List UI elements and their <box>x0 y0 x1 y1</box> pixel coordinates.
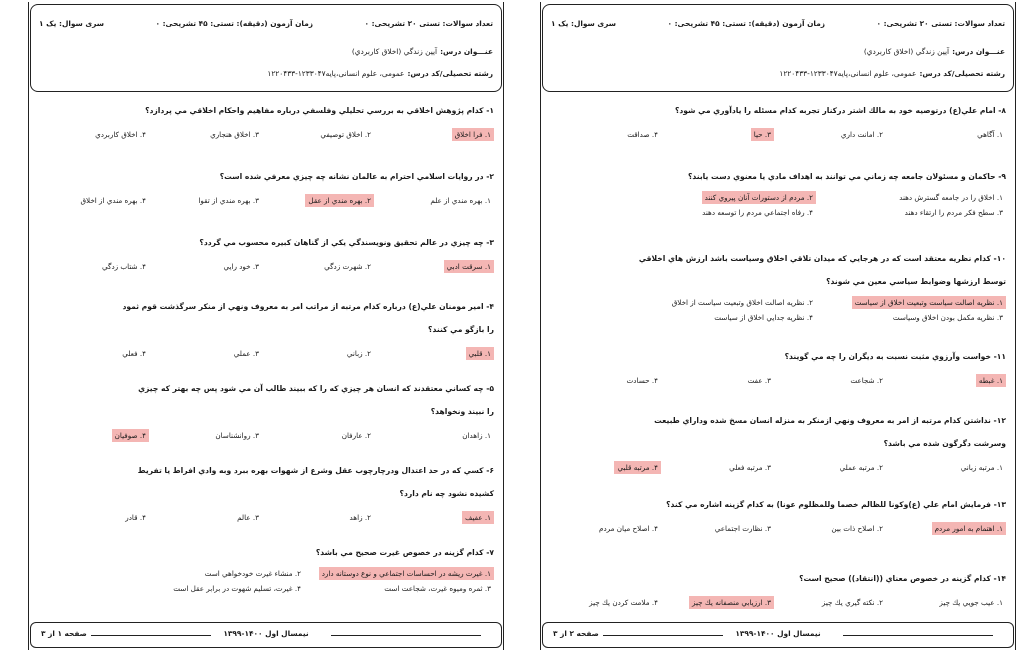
answer-option-highlighted[interactable]: ۲. مردم از دستورات آنان پيروي كنند <box>702 191 816 204</box>
answer-option-highlighted[interactable]: ۴. صوفيان <box>112 429 149 442</box>
exam-footer <box>542 622 1014 648</box>
answer-option[interactable]: ۱. عيب جويي يك چيز <box>939 598 1003 607</box>
answer-option[interactable]: ۲. نكته گيري يك چيز <box>821 598 883 607</box>
answer-option[interactable]: ۲. شهرت زدگي <box>324 262 371 271</box>
question-2 <box>550 172 1006 217</box>
answer-option-highlighted[interactable]: ۴. مرتبه قلبي <box>614 461 661 474</box>
options-row <box>38 128 494 142</box>
answer-option[interactable]: ۲. نظريه اصالت اخلاق وتبعيت سياست از اخلاق <box>671 298 813 307</box>
field-label: رشته تحصیلی/کد درس: <box>407 69 493 78</box>
options-row <box>550 296 1006 307</box>
page-number: صفحه ۱ از ۳ <box>41 629 87 638</box>
question-7 <box>550 574 1006 610</box>
options-row <box>550 461 1006 475</box>
question-2 <box>38 172 494 208</box>
course-value: آيين زندگي (اخلاق كاربردي) <box>351 47 438 56</box>
question-text: ۸- امام علي(ع) درتوصيه خود به مالك اشتر دركنار تجربه كدام مسئله را يادآوري مي شود؟ <box>674 106 1006 115</box>
question-text-continued: را بازگو مي كنند؟ <box>428 325 494 334</box>
answer-option-highlighted[interactable]: ۳. ارزيابي منصفانه يك چيز <box>689 596 774 609</box>
header-row-2 <box>39 47 493 56</box>
answer-option[interactable]: ۲. منشاء غيرت خودخواهي است <box>204 569 301 578</box>
answer-option[interactable]: ۳. عملي <box>233 349 259 358</box>
question-text: ۱۰- كدام نظريه معتقد است كه در هرجايي كه ميدان تلاقي اخلاق وسياست باشد ارزش هاي اخلاقي <box>638 254 1006 263</box>
exam-footer <box>30 622 502 648</box>
question-6 <box>550 500 1006 536</box>
answer-option[interactable]: ۲. زباني <box>346 349 371 358</box>
answer-option[interactable]: ۱. اخلاق را در جامعه گسترش دهند <box>899 193 1003 202</box>
field-value: عمومی، علوم انسانی،پایه۱۲۳۳۰۴۷-۱۲۲۰۴۳۳ <box>779 69 917 78</box>
question-series: سری سوال: یک ۱ <box>551 19 617 28</box>
question-text: ۲- در روايات اسلامي احترام به عالمان نشانه چه چيزي معرفي شده است؟ <box>219 172 494 181</box>
question-text: ۷- كدام گزينه در خصوص غيرت صحيح مي باشد؟ <box>315 548 494 557</box>
answer-option[interactable]: ۴. اصلاح ميان مردم <box>599 524 658 533</box>
question-text: ۴- امير مومنان علي(ع) درباره كدام مرتبه از مراتب امر به معروف ونهي از منكر سرگذشت قوم ثمود <box>122 302 494 311</box>
answer-option[interactable]: ۳. سطح فكر مردم را ارتقاء دهند <box>904 208 1003 217</box>
options-row <box>550 596 1006 610</box>
answer-option[interactable]: ۳. خود رايي <box>223 262 259 271</box>
course-label: عنـــوان درس: <box>952 47 1005 56</box>
question-6 <box>38 466 494 525</box>
answer-option[interactable]: ۱. زاهدان <box>462 431 491 440</box>
answer-option[interactable]: ۳. ثمره وميوه غيرت، شجاعت است <box>384 584 491 593</box>
answer-option[interactable]: ۴. رفاه اجتماعي مردم را توسعه دهند <box>702 208 813 217</box>
course-value: آيين زندگي (اخلاق كاربردي) <box>863 47 950 56</box>
answer-option[interactable]: ۲. عارفان <box>341 431 371 440</box>
question-1 <box>38 106 494 142</box>
answer-option[interactable]: ۲. زاهد <box>349 513 371 522</box>
options-row <box>550 206 1006 217</box>
page-edge-right <box>1015 2 1016 650</box>
header-row-3 <box>551 69 1005 78</box>
question-4 <box>550 352 1006 388</box>
answer-option[interactable]: ۴. اخلاق كاربردي <box>95 130 146 139</box>
page-edge-left <box>540 2 541 650</box>
question-text: ۵- چه كساني معتقدند كه انسان هر چيزي كه را كه ببيند طالب آن مي شود پس چه بهتر كه چيزي <box>138 384 494 393</box>
answer-option[interactable]: ۴. قادر <box>125 513 146 522</box>
answer-option[interactable]: ۴. شتاب زدگي <box>102 262 146 271</box>
options-row <box>38 511 494 525</box>
term-label: نیمسال اول ۱۴۰۰-۱۳۹۹ <box>735 629 821 638</box>
answer-option[interactable]: ۱. مرتبه زباني <box>960 463 1003 472</box>
answer-option-highlighted[interactable]: ۱. غيرت ريشه در احساسات اجتماعي و نوع دوستانه دارد <box>319 567 494 580</box>
question-5 <box>38 384 494 443</box>
question-text: ۹- حاكمان و مسئولان جامعه چه زماني مي توانند به اهداف مادي يا معنوي دست يابند؟ <box>687 172 1006 181</box>
options-row <box>550 128 1006 142</box>
options-row <box>38 582 494 593</box>
answer-option[interactable]: ۳. نظريه مكمل بودن اخلاق وسياست <box>892 313 1003 322</box>
question-text: ۱۴- كدام گزينه در خصوص معناي ((انتقاد)) صحيح است؟ <box>799 574 1006 583</box>
answer-option[interactable]: ۳. روانشناسان <box>215 431 259 440</box>
options-row <box>38 260 494 274</box>
exam-page-2 <box>540 2 1016 650</box>
answer-option[interactable]: ۴. حسادت <box>626 376 658 385</box>
options-row <box>550 522 1006 536</box>
answer-option[interactable]: ۴. غيرت، تسليم شهوت در برابر عقل است <box>173 584 301 593</box>
answer-option[interactable]: ۴. بهره مندي از اخلاق <box>80 196 146 205</box>
field-label: رشته تحصیلی/کد درس: <box>919 69 1005 78</box>
answer-option-highlighted[interactable]: ۳. حيا <box>751 128 774 141</box>
answer-option[interactable]: ۱. آگاهي <box>977 130 1003 139</box>
answer-option[interactable]: ۳. نظارت اجتماعي <box>714 524 771 533</box>
answer-option-highlighted[interactable]: ۱. عفيف <box>462 511 494 524</box>
question-7 <box>38 548 494 593</box>
question-4 <box>38 302 494 361</box>
question-text: ۶- كسي كه در حد اعتدال ودرچارچوب عقل وشرع از شهوات بهره ببرد وبه وادي افراط يا تفريط <box>137 466 494 475</box>
answer-option-highlighted[interactable]: ۱. غبطه <box>976 374 1006 387</box>
answer-option[interactable]: ۳. اخلاق هنجاري <box>210 130 259 139</box>
answer-option[interactable]: ۲. شجاعت <box>850 376 883 385</box>
options-row <box>550 191 1006 202</box>
answer-option-highlighted[interactable]: ۲. بهره مندي از عقل <box>305 194 374 207</box>
answer-option-highlighted[interactable]: ۱. سرقت ادبي <box>444 260 494 273</box>
question-text-continued: را نبيند ونخواهد؟ <box>430 407 494 416</box>
header-row-3 <box>39 69 493 78</box>
page-edge-left <box>28 2 29 650</box>
options-row <box>550 374 1006 388</box>
answer-option[interactable]: ۴. فعلي <box>122 349 146 358</box>
question-count: تعداد سوالات: تستی ۲۰ تشریحی: ۰ <box>876 19 1005 28</box>
exam-header <box>542 4 1014 92</box>
options-row <box>38 567 494 578</box>
question-text: ۱۱- خواست وآرزوي مثبت نسبت به ديگران را چه مي گويند؟ <box>784 352 1006 361</box>
answer-option[interactable]: ۴. صداقت <box>627 130 658 139</box>
header-row-1 <box>39 19 493 28</box>
question-text-continued: وسرشت دگرگون شده مي باشد؟ <box>883 439 1006 448</box>
question-text-continued: توسط ارزشها وضوابط سياسي معين مي شوند؟ <box>826 277 1006 286</box>
question-1 <box>550 106 1006 142</box>
answer-option[interactable]: ۴. ملامت كردن يك چيز <box>589 598 658 607</box>
course-label: عنـــوان درس: <box>440 47 493 56</box>
question-text: ۱- كدام پژوهش اخلاقي به بررسي تحليلي وفلسفي درباره مفاهيم واحكام اخلاقي مي پردازد؟ <box>145 106 494 115</box>
question-text: ۱۲- نداشتن كدام مرتبه از امر به معروف ونهي ازمنكر به منزله انسان مسخ شده وداراي طبيعت <box>654 416 1006 425</box>
answer-option-highlighted[interactable]: ۱. فرا اخلاق <box>452 128 494 141</box>
answer-option[interactable]: ۲. اصلاح ذات بين <box>831 524 883 533</box>
exam-page-1 <box>28 2 504 650</box>
question-5 <box>550 416 1006 475</box>
field-value: عمومی، علوم انسانی،پایه۱۲۳۳۰۴۷-۱۲۲۰۴۳۳ <box>267 69 405 78</box>
answer-option[interactable]: ۲. امانت داري <box>840 130 883 139</box>
options-row <box>38 347 494 361</box>
question-series: سری سوال: یک ۱ <box>39 19 105 28</box>
question-text: ۳- چه چيزي در عالم تحقيق ونويسندگي يكي از گناهان كبيره محسوب مي گردد؟ <box>199 238 494 247</box>
header-row-1 <box>551 19 1005 28</box>
answer-option[interactable]: ۱. بهره مندي از علم <box>430 196 491 205</box>
answer-option-highlighted[interactable]: ۱. اهتمام به امور مردم <box>932 522 1006 535</box>
options-row <box>550 311 1006 322</box>
answer-option[interactable]: ۳. عفت <box>747 376 771 385</box>
question-text: ۱۳- فرمايش امام علي (ع)وكونا للظالم خصما وللمظلوم عونا) به كدام گزينه اشاره مي كند؟ <box>666 500 1006 509</box>
header-row-2 <box>551 47 1005 56</box>
answer-option[interactable]: ۲. اخلاق توصيفي <box>320 130 371 139</box>
term-label: نیمسال اول ۱۴۰۰-۱۳۹۹ <box>223 629 309 638</box>
options-row <box>38 429 494 443</box>
page-edge-right <box>503 2 504 650</box>
answer-option[interactable]: ۳. بهره مندي از تقوا <box>198 196 259 205</box>
answer-option[interactable]: ۳. عالم <box>237 513 259 522</box>
question-3 <box>38 238 494 274</box>
exam-duration: زمان آزمون (دقیقه): تستی: ۴۵ تشریحی: ۰ <box>155 19 314 28</box>
answer-option[interactable]: ۴. نظريه جدايي اخلاق از سياست <box>714 313 813 322</box>
question-count: تعداد سوالات: تستی ۲۰ تشریحی: ۰ <box>364 19 493 28</box>
exam-duration: زمان آزمون (دقیقه): تستی: ۴۵ تشریحی: ۰ <box>667 19 826 28</box>
answer-option[interactable]: ۲. مرتبه عملي <box>839 463 883 472</box>
options-row <box>38 194 494 208</box>
answer-option-highlighted[interactable]: ۱. نظريه اصالت سياست وتبعيت اخلاق از سياست <box>852 296 1006 309</box>
page-number: صفحه ۲ از ۳ <box>553 629 599 638</box>
question-3 <box>550 254 1006 322</box>
question-text-continued: كشيده نشود چه نام دارد؟ <box>399 489 494 498</box>
answer-option[interactable]: ۳. مرتبه فعلي <box>729 463 771 472</box>
answer-option-highlighted[interactable]: ۱. قلبي <box>466 347 494 360</box>
exam-header <box>30 4 502 92</box>
